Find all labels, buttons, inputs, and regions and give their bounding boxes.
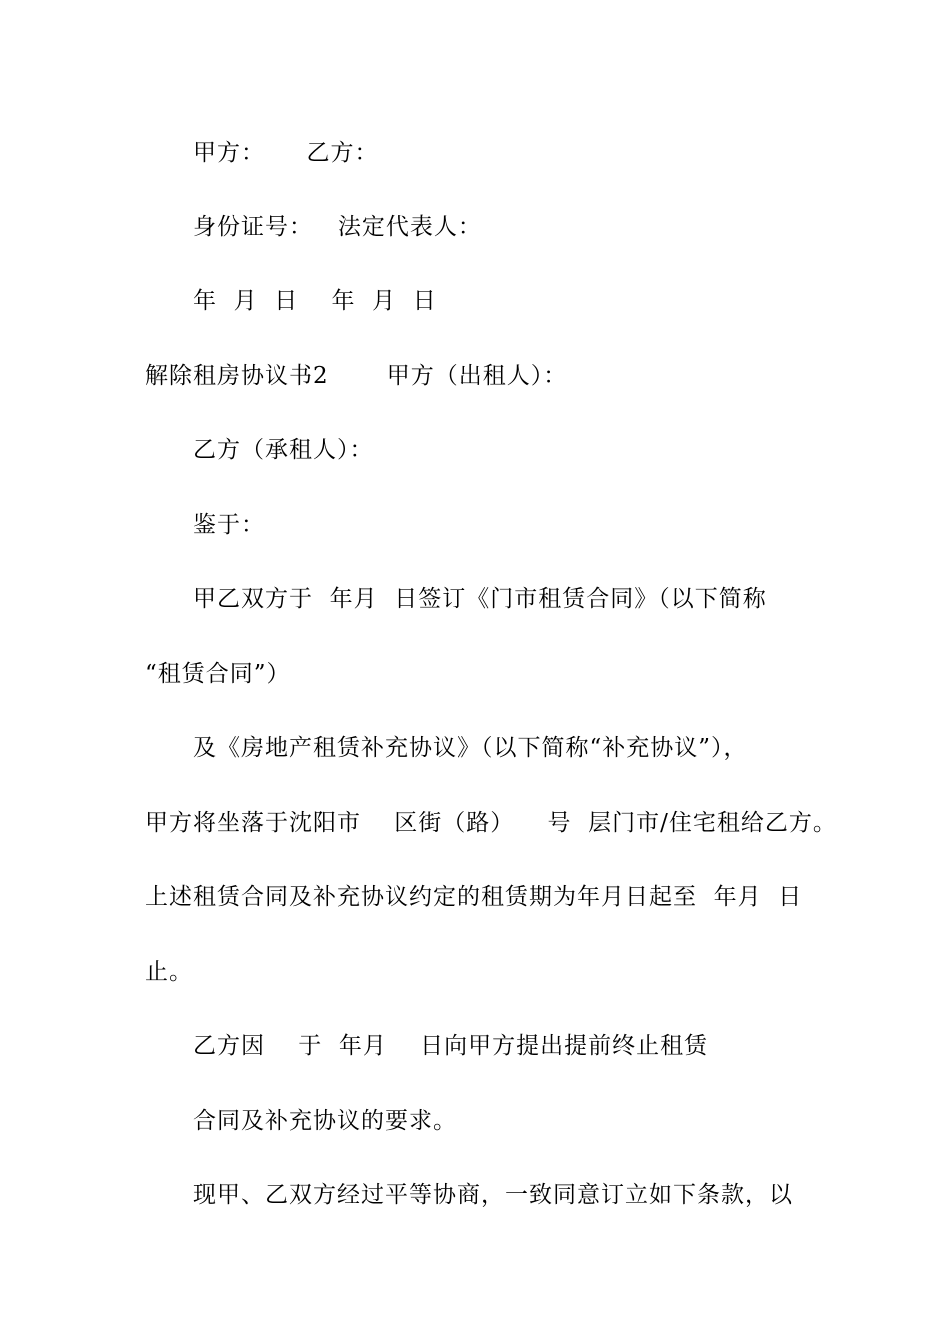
party-b-line: 乙方（承租人）： — [193, 437, 374, 463]
paragraph-line: 及《房地产租赁补充协议》（以下简称“补充协议”）， — [193, 735, 748, 761]
paragraph-line: 乙方因 于 年月 日向甲方提出提前终止租赁 — [193, 1033, 709, 1059]
paragraph-line: 甲方将坐落于沈阳市 区街（路） 号 层门市/住宅租给乙方。 — [145, 810, 837, 836]
paragraph-line: 止。 — [145, 959, 193, 985]
paragraph-line: 合同及补充协议的要求。 — [193, 1108, 457, 1134]
paragraph-line: 上述租赁合同及补充协议约定的租赁期为年月日起至 年月 日 — [145, 884, 803, 910]
paragraph-line: 现甲、乙双方经过平等协商，一致同意订立如下条款，以 — [193, 1182, 793, 1208]
id-representative-line: 身份证号： 法定代表人： — [193, 214, 482, 240]
date-line: 年 月 日 年 月 日 — [193, 288, 437, 314]
whereas-line: 鉴于： — [193, 512, 265, 538]
paragraph-line: “租赁合同”） — [145, 661, 291, 687]
party-header-line: 甲方： 乙方： — [193, 140, 379, 166]
paragraph-line: 甲乙双方于 年月 日签订《门市租赁合同》（以下简称 — [193, 586, 767, 612]
agreement-title-line: 解除租房协议书2 甲方（出租人）： — [145, 363, 568, 389]
